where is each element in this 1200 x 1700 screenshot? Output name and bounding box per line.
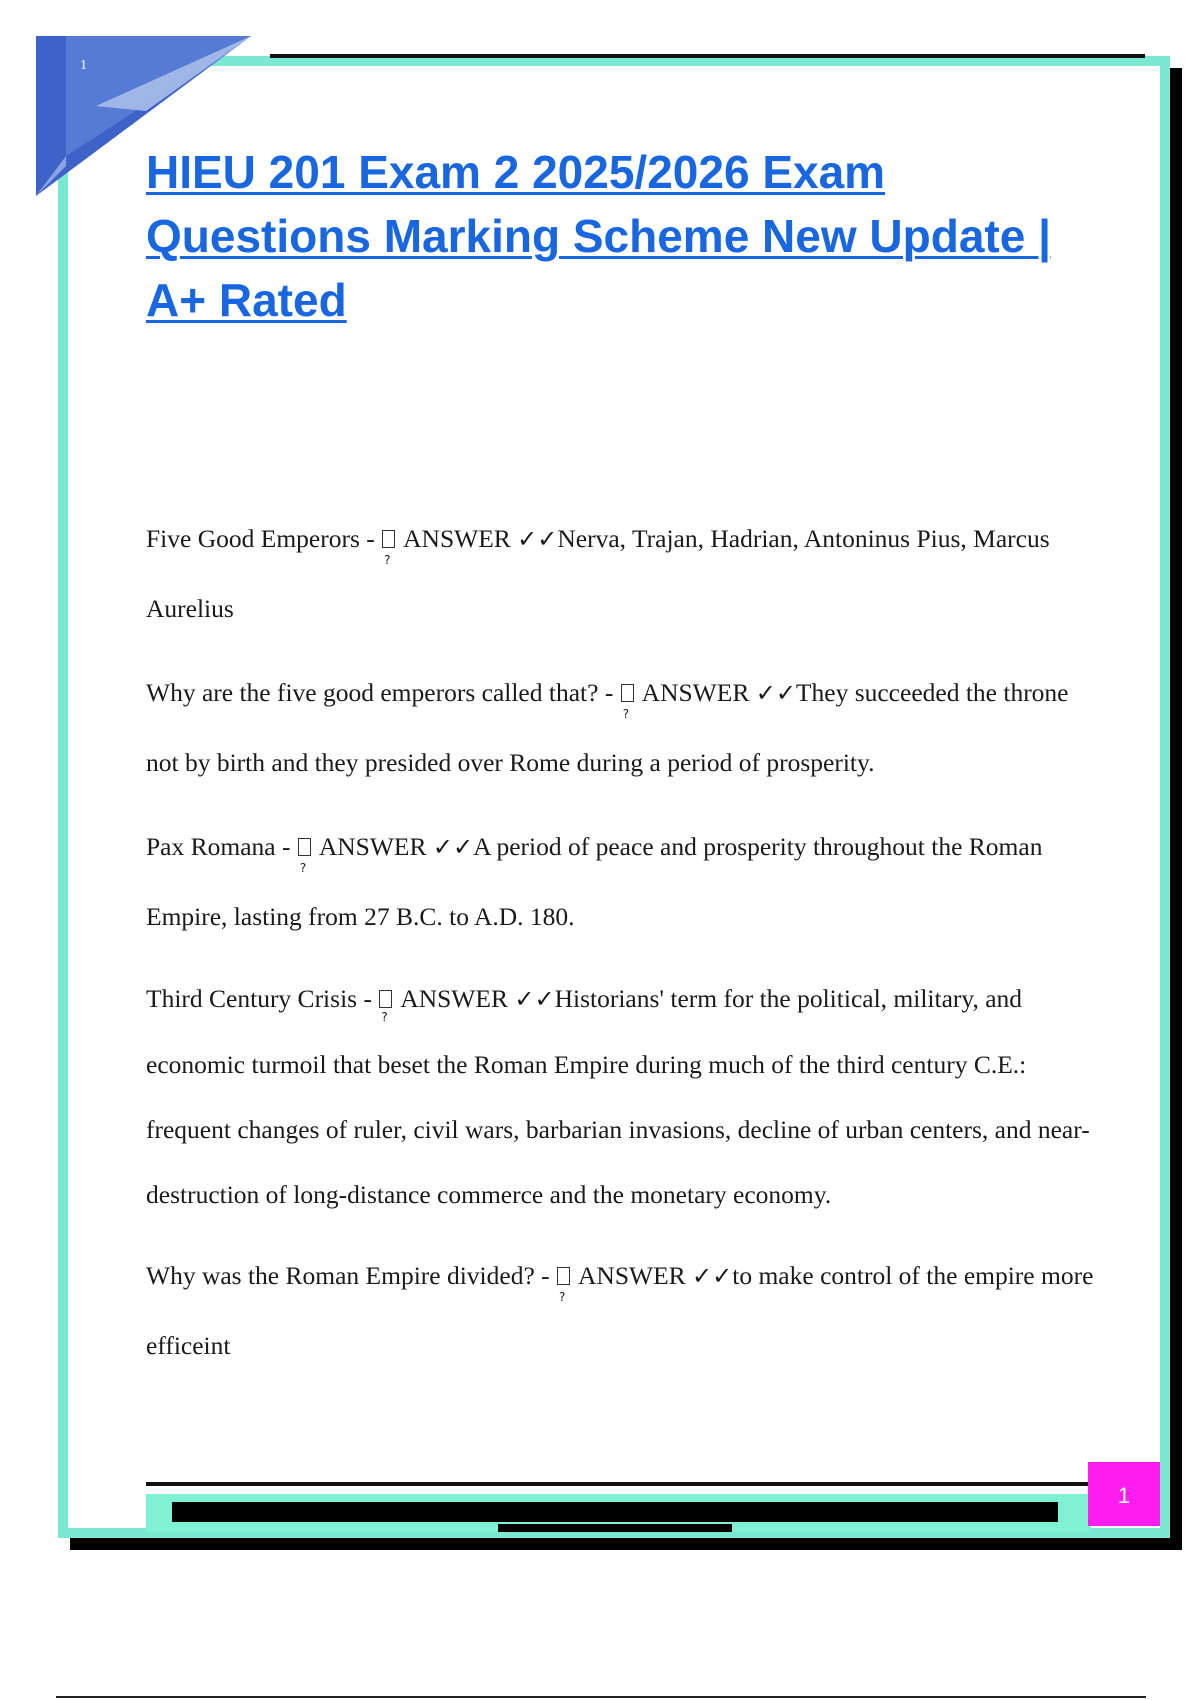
missing-glyph-icon — [379, 990, 392, 1008]
qa-answer: to make control of the empire more efficeint — [146, 1261, 1094, 1360]
qa-entry: Five Good Emperors - ? ANSWER ✓✓Nerva, Trajan, Hadrian, Antoninus Pius, Marcus Aurelius — [146, 504, 1096, 644]
qa-answer: A period of peace and prosperity throughout the Roman Empire, lasting from 27 B.C. to A.D. 180. — [146, 832, 1043, 931]
qa-entry: Why are the five good emperors called that? - ? ANSWER ✓✓They succeeded the throne not by birth and they presided over Rome during a period of prosperity. — [146, 658, 1096, 798]
qa-entry: Why was the Roman Empire divided? - ? ANSWER ✓✓to make control of the empire more efficeint — [146, 1241, 1096, 1381]
qa-answer: Nerva, Trajan, Hadrian, Antoninus Pius, Marcus Aurelius — [146, 524, 1050, 623]
bottom-rule — [56, 1696, 1146, 1698]
qa-term: Why was the Roman Empire divided? — [146, 1261, 535, 1290]
footer-bar — [172, 1502, 1058, 1522]
footer-rule — [146, 1482, 1088, 1486]
top-rule — [270, 54, 1145, 58]
missing-glyph-icon — [557, 1267, 570, 1285]
qa-entry: Pax Romana - ? ANSWER ✓✓A period of peace and prosperity throughout the Roman Empire, lasting from 27 B.C. to A.D. 180. — [146, 812, 1096, 952]
missing-glyph-icon — [382, 530, 395, 548]
qa-term: Five Good Emperors — [146, 524, 360, 553]
qa-answer: They succeeded the throne not by birth and they presided over Rome during a period of prosperity. — [146, 678, 1069, 777]
qa-term: Pax Romana — [146, 832, 276, 861]
qa-content — [146, 504, 1096, 1395]
answer-marker: ANSWER — [578, 1261, 686, 1290]
corner-page-number: 1 — [80, 58, 87, 73]
double-check-icon: ✓✓ — [692, 1262, 733, 1290]
missing-glyph-icon — [298, 838, 311, 856]
double-check-icon: ✓✓ — [517, 525, 558, 553]
answer-marker: ANSWER — [403, 524, 511, 553]
qa-answer: Historians' term for the political, military, and economic turmoil that beset the Roman Empire during much of the third century C.E.: frequent changes of ruler, civil wars, barbarian invasions, decline of urban centers, and near-destruction of long-distance commerce and the monetary economy. — [146, 984, 1090, 1209]
document-title-link[interactable]: HIEU 201 Exam 2 2025/2026 Exam Questions Marking Scheme New Update | A+ Rated — [146, 146, 1051, 326]
qa-entry: Third Century Crisis - ? ANSWER ✓✓Historians' term for the political, military, and economic turmoil that beset the Roman Empire during much of the third century C.E.: frequent changes of ruler, civil wars, barbarian invasions, decline of urban centers, and near-destruction of long-distance commerce and the monetary economy. — [146, 966, 1096, 1227]
missing-glyph-icon — [621, 684, 634, 702]
double-check-icon: ✓✓ — [755, 679, 796, 707]
answer-marker: ANSWER — [641, 678, 750, 707]
answer-marker: ANSWER — [318, 832, 427, 861]
footer-small-bar — [498, 1524, 732, 1532]
double-check-icon: ✓✓ — [514, 985, 555, 1013]
qa-term: Third Century Crisis — [146, 984, 358, 1013]
qa-term: Why are the five good emperors called that? — [146, 678, 599, 707]
double-check-icon: ✓✓ — [432, 833, 474, 861]
page-number-badge: 1 — [1088, 1462, 1160, 1526]
answer-marker: ANSWER — [400, 984, 508, 1013]
